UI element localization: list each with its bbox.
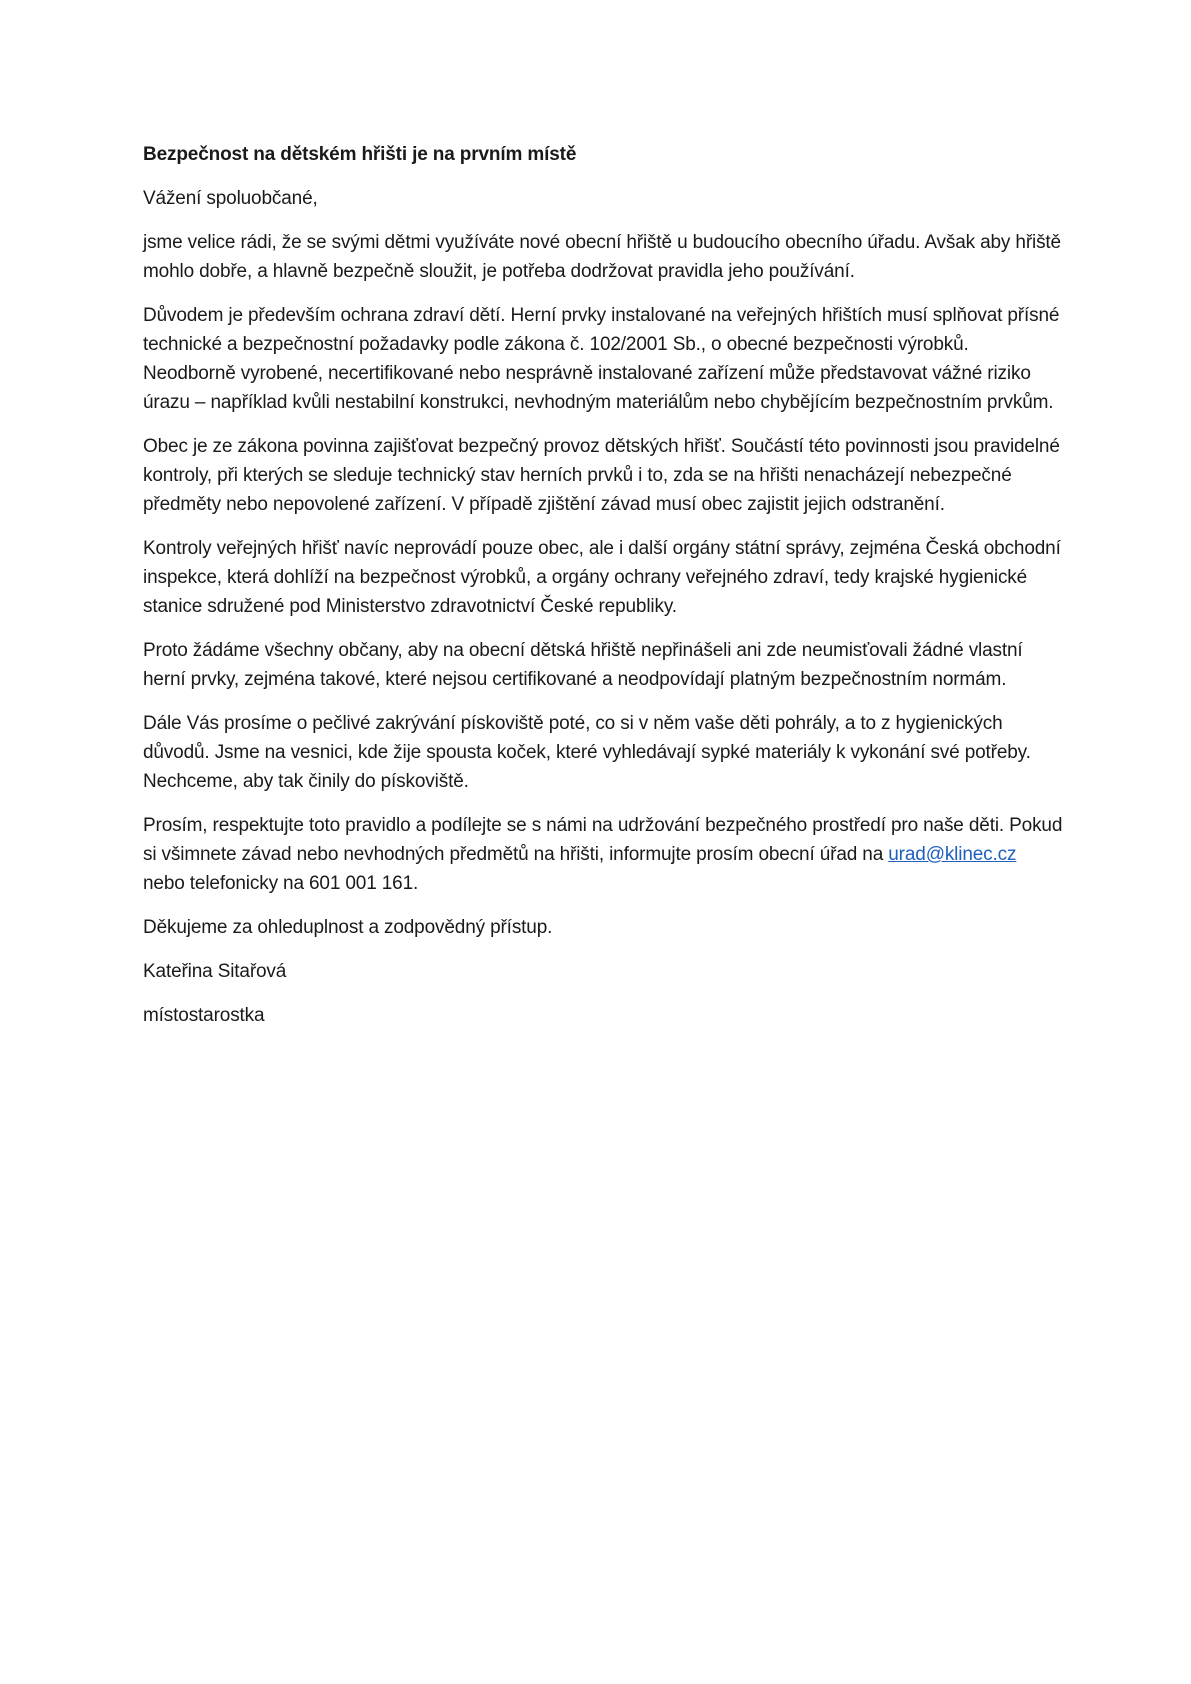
paragraph-obligations: Obec je ze zákona povinna zajišťovat bezpečný provoz dětských hřišť. Součástí této povinnosti jsou pravidelné kontroly, při kterých se sleduje technický stav herních prvků i to, zda se na hřišti nenacházejí nebezpečné předměty nebo nepovolené zařízení. V případě zjištění závad musí obec zajistit jejich odstranění.	[143, 436, 1060, 515]
paragraph-contact	[143, 811, 1063, 898]
contact-text-before: Prosím, respektujte toto pravidlo a podílejte se s námi na udržování bezpečného prostředí pro naše děti. Pokud si všimnete závad nebo nevhodných předmětů na hřišti, informujte prosím obecní úřad na	[143, 815, 1063, 865]
greeting: Vážení spoluobčané,	[143, 188, 318, 209]
signature-name: Kateřina Sitařová	[143, 961, 287, 982]
letter-body	[143, 140, 1063, 1045]
email-link[interactable]: urad@klinec.cz	[888, 844, 1017, 865]
signature-role: místostarostka	[143, 1005, 265, 1026]
paragraph-sandbox: Dále Vás prosíme o pečlivé zakrývání pískoviště poté, co si v něm vaše děti pohrály, a to z hygienických důvodů. Jsme na vesnici, kde žije spousta koček, které vyhledávají sypké materiály k vykonání své potřeby. Nechceme, aby tak činily do pískoviště.	[143, 713, 1031, 792]
contact-text-after: nebo telefonicky na 601 001 161.	[143, 873, 419, 894]
letter-title: Bezpečnost na dětském hřišti je na prvním místě	[143, 144, 577, 165]
paragraph-request: Proto žádáme všechny občany, aby na obecní dětská hřiště nepřinášeli ani zde neumisťovali žádné vlastní herní prvky, zejména takové, které nejsou certifikované a neodpovídají platným bezpečnostním normám.	[143, 640, 1023, 690]
paragraph-health: Důvodem je především ochrana zdraví dětí. Herní prvky instalované na veřejných hřištích musí splňovat přísné technické a bezpečnostní požadavky podle zákona č. 102/2001 Sb., o obecné bezpečnosti výrobků. Neodborně vyrobené, necertifikované nebo nesprávně instalované zařízení může představovat vážné riziko úrazu – například kvůli nestabilní konstrukci, nevhodným materiálům nebo chybějícím bezpečnostním prvkům.	[143, 305, 1060, 413]
thanks-line: Děkujeme za ohleduplnost a zodpovědný přístup.	[143, 917, 553, 938]
paragraph-intro: jsme velice rádi, že se svými dětmi využíváte nové obecní hřiště u budoucího obecního úřadu. Avšak aby hřiště mohlo dobře, a hlavně bezpečně sloužit, je potřeba dodržovat pravidla jeho používání.	[143, 232, 1061, 282]
paragraph-inspections: Kontroly veřejných hřišť navíc neprovádí pouze obec, ale i další orgány státní správy, zejména Česká obchodní inspekce, která dohlíží na bezpečnost výrobků, a orgány ochrany veřejného zdraví, tedy krajské hygienické stanice sdružené pod Ministerstvo zdravotnictví České republiky.	[143, 538, 1061, 617]
